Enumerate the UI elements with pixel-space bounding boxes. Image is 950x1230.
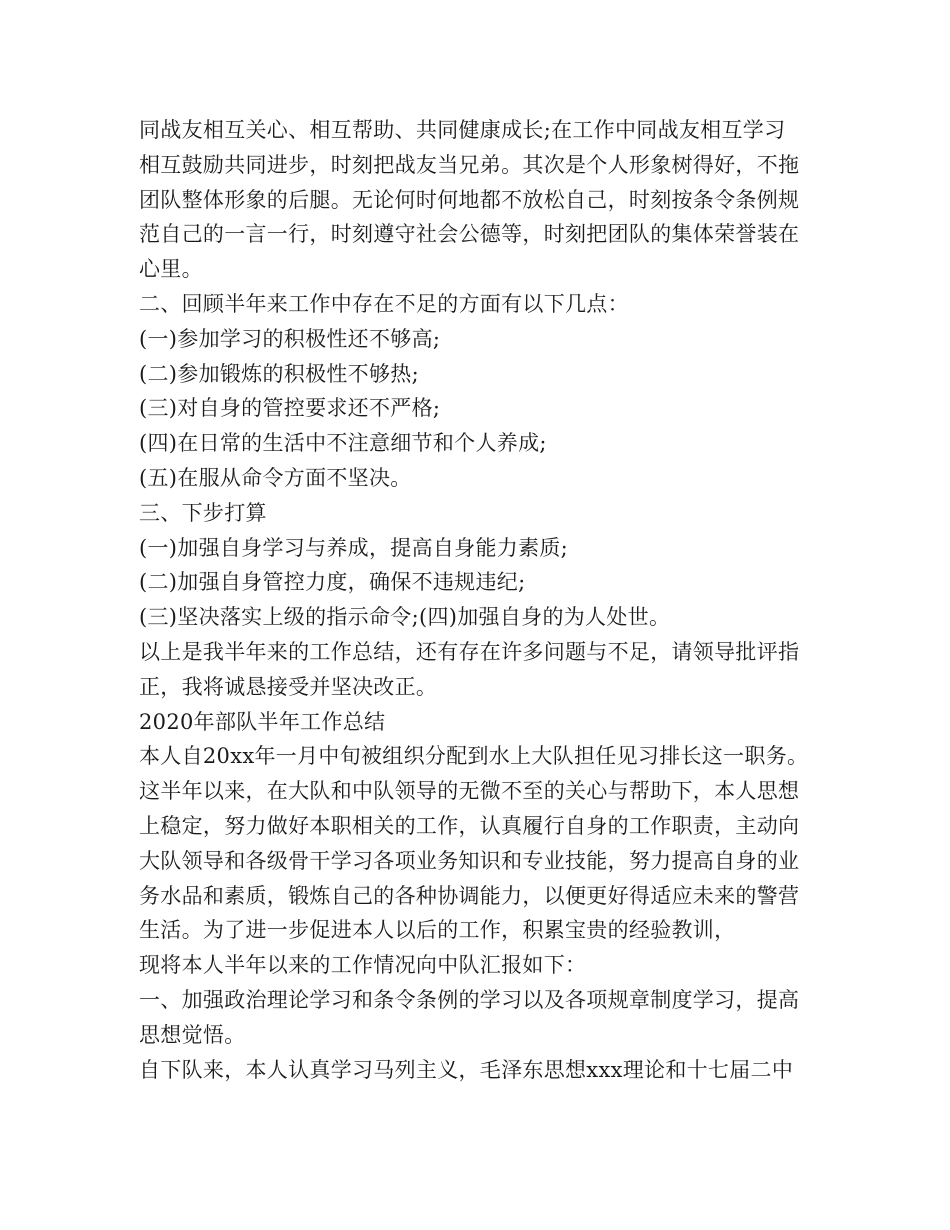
list-item: (五)在服从命令方面不坚决。 (139, 465, 412, 490)
list-item: (一)加强自身学习与养成，提高自身能力素质; (139, 535, 569, 560)
section-heading: 二、回顾半年来工作中存在不足的方面有以下几点： (139, 291, 629, 316)
text-line: 团队整体形象的后腿。无论何时何地都不放松自己，时刻按条令条例规 (139, 187, 800, 212)
text-line: 本人自20xx年一月中旬被组织分配到水上大队担任见习排长这一职务。 (139, 744, 809, 769)
document-body (139, 113, 839, 1087)
list-item: (三)对自身的管控要求还不严格; (139, 396, 441, 421)
text-line: 务水品和素质，锻炼自己的各种协调能力，以便更好得适应未来的警营 (139, 883, 800, 908)
document-title: 2020年部队半年工作总结 (139, 709, 386, 734)
list-item: (二)参加锻炼的积极性不够热; (139, 361, 419, 386)
text-line: 上稳定，努力做好本职相关的工作，认真履行自身的工作职责，主动向 (139, 813, 800, 838)
text-line: 相互鼓励共同进步，时刻把战友当兄弟。其次是个人形象树得好，不拖 (139, 152, 800, 177)
text-line: 大队领导和各级骨干学习各项业务知识和专业技能，努力提高自身的业 (139, 848, 800, 873)
text-line: 范自己的一言一行，时刻遵守社会公德等，时刻把团队的集体荣誉装在 (139, 222, 800, 247)
section-heading: 思想觉悟。 (139, 1022, 246, 1047)
text-line: 自下队来，本人认真学习马列主义，毛泽东思想xxx理论和十七届二中 (139, 1057, 794, 1082)
text-line: 以上是我半年来的工作总结，还有存在许多问题与不足，请领导批评指 (139, 639, 800, 664)
text-line: 心里。 (139, 257, 203, 282)
text-line: 生活。为了进一步促进本人以后的工作，积累宝贵的经验教训， (139, 918, 736, 943)
section-heading: 一、加强政治理论学习和条令条例的学习以及各项规章制度学习，提高 (139, 987, 800, 1012)
text-line: 正，我将诚恳接受并坚决改正。 (139, 674, 438, 699)
list-item: (三)坚决落实上级的指示命令;(四)加强自身的为人处世。 (139, 605, 671, 630)
list-item: (四)在日常的生活中不注意细节和个人养成; (139, 431, 547, 456)
list-item: (二)加强自身管控力度，确保不违规违纪; (139, 570, 526, 595)
section-heading: 三、下步打算 (139, 500, 267, 525)
text-line: 现将本人半年以来的工作情况向中队汇报如下： (139, 953, 587, 978)
text-line: 同战友相互关心、相互帮助、共同健康成长;在工作中同战友相互学习 (139, 118, 786, 142)
list-item: (一)参加学习的积极性还不够高; (139, 326, 441, 351)
text-line: 这半年以来，在大队和中队领导的无微不至的关心与帮助下，本人思想 (139, 779, 800, 804)
